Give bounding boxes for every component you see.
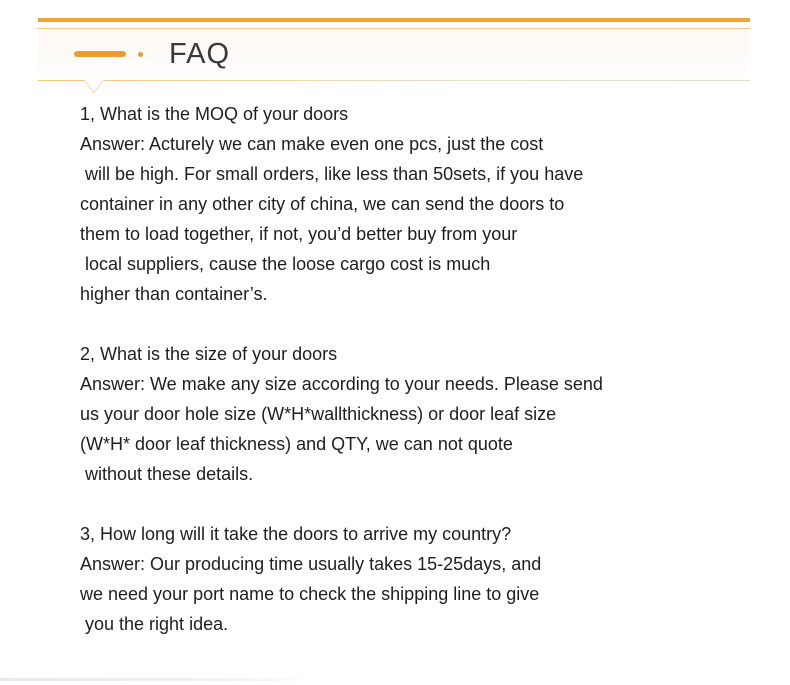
orange-dash-icon — [74, 51, 126, 57]
page-title: FAQ — [169, 38, 231, 70]
bottom-fade-rule — [0, 678, 320, 681]
faq-1-question: 1, What is the MOQ of your doors — [80, 104, 349, 124]
faq-item-2 — [80, 339, 720, 489]
faq-3-answer-line: you the right idea. — [80, 614, 229, 634]
faq-3-question: 3, How long will it take the doors to arrive my country? — [80, 524, 512, 544]
faq-2-question: 2, What is the size of your doors — [80, 344, 338, 364]
faq-content — [80, 99, 720, 639]
faq-1-answer-line: local suppliers, cause the loose cargo cost is much — [80, 254, 491, 274]
faq-2-answer-line: us your door hole size (W*H*wallthickness) or door leaf size — [80, 404, 557, 424]
faq-3-answer-line: Answer: Our producing time usually takes 15-25days, and — [80, 554, 542, 574]
faq-1-answer-line: higher than container’s. — [80, 284, 268, 304]
divider-notch-inner — [85, 80, 103, 92]
header-band — [38, 29, 750, 81]
faq-1-answer-line: them to load together, if not, you’d better buy from your — [80, 224, 518, 244]
faq-2-answer-line: Answer: We make any size according to your needs. Please send — [80, 374, 603, 394]
faq-item-1 — [80, 99, 720, 309]
faq-1-answer-line: will be high. For small orders, like less than 50sets, if you have — [80, 164, 584, 184]
faq-spacer — [80, 309, 720, 339]
faq-1-answer-line: container in any other city of china, we can send the doors to — [80, 194, 565, 214]
faq-3-answer-line: we need your port name to check the shipping line to give — [80, 584, 540, 604]
faq-1-answer-line: Answer: Acturely we can make even one pcs, just the cost — [80, 134, 544, 154]
faq-item-3 — [80, 519, 720, 639]
faq-2-answer-line: (W*H* door leaf thickness) and QTY, we can not quote — [80, 434, 513, 454]
header-divider — [38, 80, 750, 81]
faq-spacer — [80, 489, 720, 519]
orange-dot-icon — [138, 52, 143, 57]
faq-2-answer-line: without these details. — [80, 464, 254, 484]
top-orange-rule — [38, 18, 750, 22]
